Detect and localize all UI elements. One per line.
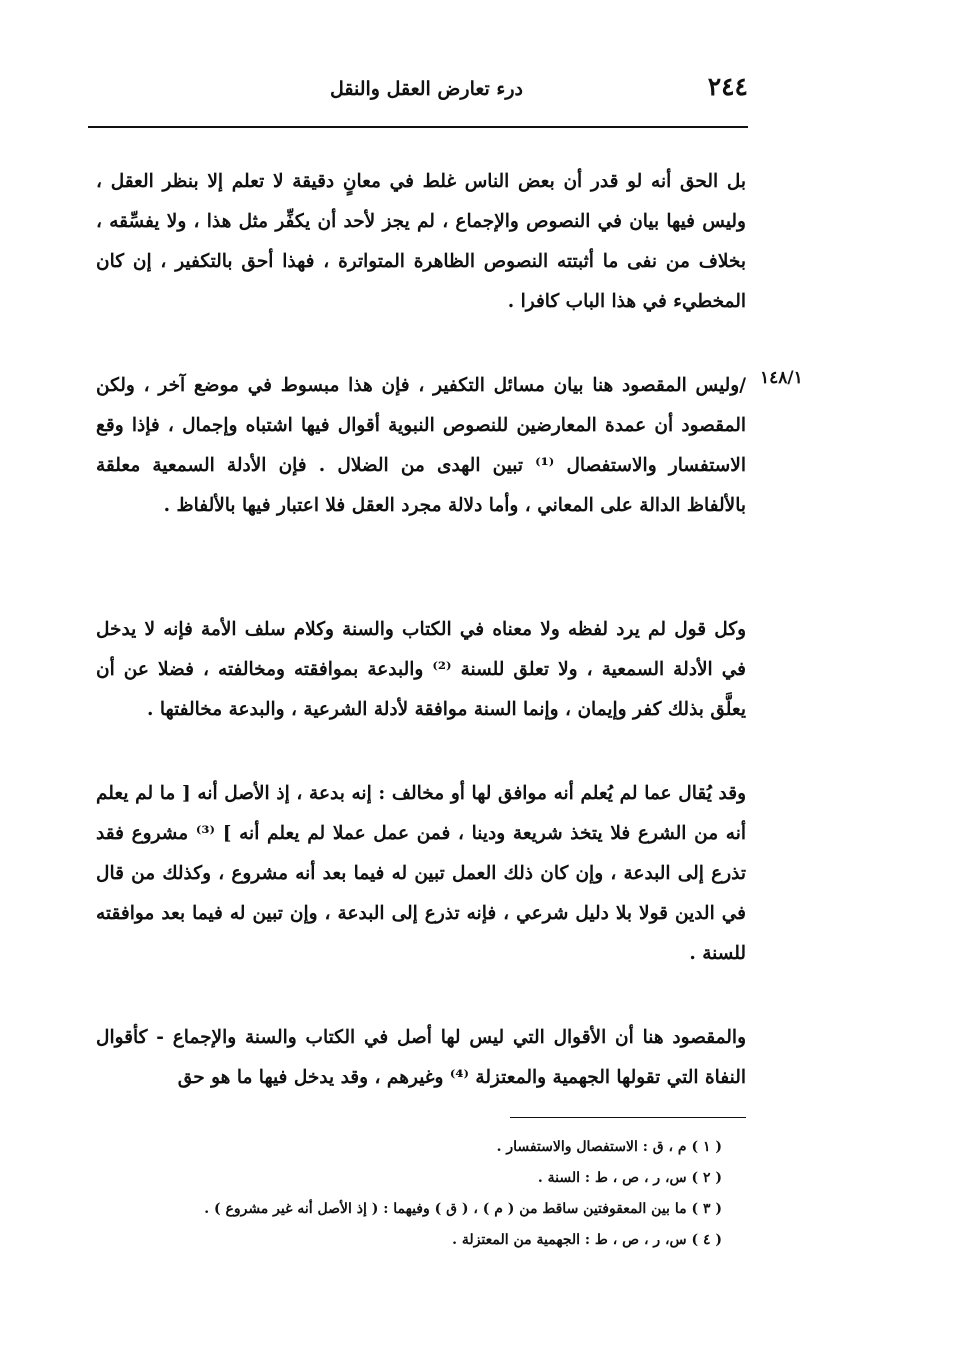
footnote-3: ( ٣ ) ما بين المعقوفتين ساقط من ( م ) ، ( ق ) وفيهما : ( إذ الأصل أنه غير مشروع ) .	[204, 1201, 722, 1217]
body-paragraph-5: والمقصود هنا أن الأقوال التي ليس لها أصل في الكتاب والسنة والإجماع - كأقوال النفاة التي تقولها الجهمية والمعتزلة ⁽⁴⁾ وغيرهم ، وقد يدخل فيها ما هو حق	[96, 1027, 746, 1088]
margin-reference: ١٤٨/١	[760, 368, 803, 388]
body-paragraph-3: وكل قول لم يرد لفظه ولا معناه في الكتاب والسنة وكلام سلف الأمة فإنه لا يدخل في الأدلة السمعية ، ولا تعلق للسنة ⁽²⁾ والبدعة بموافقته ومخالفته ، فضلا عن أن يعلَّق بذلك كفر وإيمان ، وإنما السنة موافقة لأدلة الشرعية ، والبدعة مخالفتها .	[96, 619, 747, 720]
running-title: درء تعارض العقل والنقل	[329, 78, 523, 100]
footnotes-list	[96, 1132, 722, 1256]
body-paragraph-1: بل الحق أنه لو قدر أن بعض الناس غلط في معانٍ دقيقة لا تعلم إلا بنظر العقل ، وليس فيها بيان في النصوص والإجماع ، لم يجز لأحد أن يكفِّر مثل هذا ، ولا يفسِّقه ، بخلاف من نفى ما أثبتته النصوص الظاهرة المتواترة ، فهذا أحق بالتكفير ، إن كان المخطيء في هذا الباب كافرا .	[96, 171, 746, 312]
footnote-divider	[510, 1117, 746, 1118]
body-paragraph-2: /وليس المقصود هنا بيان مسائل التكفير ، فإن هذا مبسوط في موضع آخر ، ولكن المقصود أن عمدة المعارضين للنصوص النبوية أقوال فيها اشتباه وإجمال ، فإذا وقع الاستفسار والاستفصال ⁽¹⁾ تبين الهدى من الضلال . فإن الأدلة السمعية معلقة بالألفاظ الدالة على المعاني ، وأما دلالة مجرد العقل فلا اعتبار فيها بالألفاظ .	[96, 375, 746, 516]
header-divider	[88, 126, 748, 128]
footnote-1: ( ١ ) م ، ق : الاستفصال والاستفسار .	[496, 1139, 722, 1155]
page-header	[88, 72, 748, 122]
body-paragraph-4: وقد يُقال عما لم يُعلم أنه موافق لها أو مخالف : إنه بدعة ، إذ الأصل أنه [ ما لم يعلم أنه من الشرع فلا يتخذ شريعة ودينا ، فمن عمل عملا لم يعلم أنه ] ⁽³⁾ مشروع فقد تذرع إلى البدعة ، وإن كان ذلك العمل تبين له فيما بعد أنه مشروع ، وكذلك من قال في الدين قولا بلا دليل شرعي ، فإنه تذرع إلى البدعة ، وإن تبين له فيما بعد موافقته للسنة .	[96, 783, 746, 964]
footnote-4: ( ٤ ) س، ر ، ص ، ط : الجهمية من المعتزلة .	[452, 1232, 722, 1248]
page-number: ٢٤٤	[707, 72, 748, 101]
footnote-2: ( ٢ ) س، ر ، ص ، ط : السنة .	[537, 1170, 722, 1186]
